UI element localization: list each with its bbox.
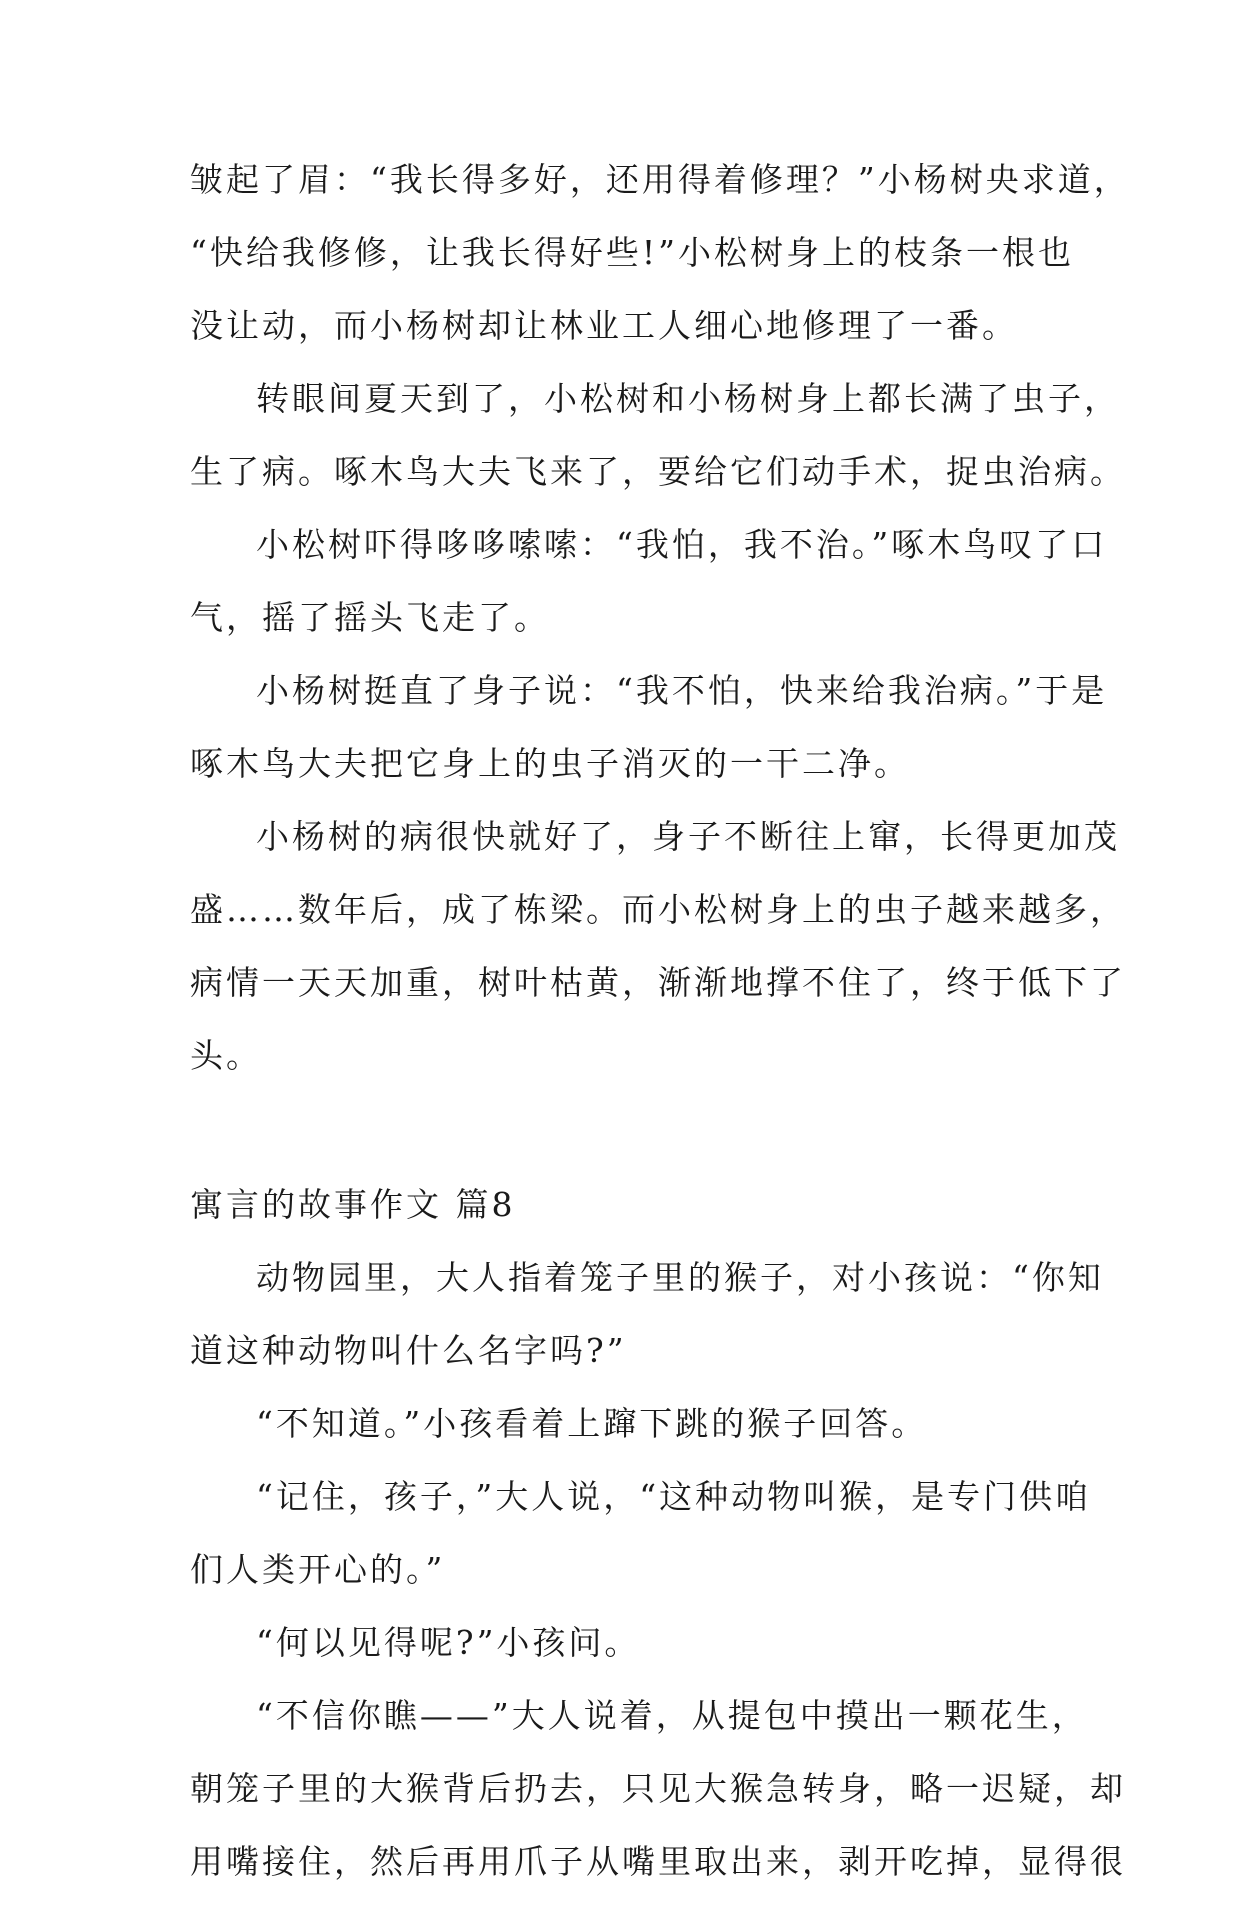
document-body xyxy=(190,160,1130,1915)
text-line: 皱起了眉：“我长得多好，还用得着修理？”小杨树央求道， xyxy=(190,160,1130,199)
paragraph-start: “何以见得呢?”小孩问。 xyxy=(256,1623,641,1662)
paragraph-start: 小杨树挺直了身子说：“我不怕，快来给我治病。”于是 xyxy=(256,671,1108,710)
text-line: “快给我修修，让我长得好些!”小松树身上的枝条一根也 xyxy=(190,233,1075,272)
section-heading: 寓言的故事作文 篇8 xyxy=(190,1185,516,1224)
paragraph-start: 小杨树的病很快就好了，身子不断往上窜，长得更加茂 xyxy=(256,817,1120,856)
paragraph-start: “不知道。”小孩看着上蹿下跳的猴子回答。 xyxy=(256,1404,928,1443)
paragraph-start: 转眼间夏天到了，小松树和小杨树身上都长满了虫子， xyxy=(256,379,1120,418)
text-line: 们人类开心的。” xyxy=(190,1550,446,1589)
text-line: 道这种动物叫什么名字吗?” xyxy=(190,1331,627,1370)
paragraph-start: 动物园里，大人指着笼子里的猴子，对小孩说：“你知 xyxy=(256,1258,1104,1297)
paragraph-start: 小松树吓得哆哆嗦嗦：“我怕，我不治。”啄木鸟叹了口 xyxy=(256,525,1108,564)
text-line: 病情一天天加重，树叶枯黄，渐渐地撑不住了，终于低下了 xyxy=(190,963,1126,1002)
text-line: 朝笼子里的大猴背后扔去，只见大猴急转身，略一迟疑，却 xyxy=(190,1769,1126,1808)
blank-line xyxy=(190,1109,1080,1182)
text-line: 啄木鸟大夫把它身上的虫子消灭的一干二净。 xyxy=(190,744,910,783)
paragraph-start: “记住，孩子，”大人说，“这种动物叫猴，是专门供咱 xyxy=(256,1477,1092,1516)
text-line: 气，摇了摇头飞走了。 xyxy=(190,598,550,637)
paragraph-start: “不信你瞧——”大人说着，从提包中摸出一颗花生， xyxy=(256,1696,1088,1735)
text-line: 生了病。啄木鸟大夫飞来了，要给它们动手术，捉虫治病。 xyxy=(190,452,1126,491)
text-line: 盛……数年后，成了栋梁。而小松树身上的虫子越来越多， xyxy=(190,890,1126,929)
text-line: 用嘴接住，然后再用爪子从嘴里取出来，剥开吃掉，显得很 xyxy=(190,1842,1126,1881)
text-line: 没让动，而小杨树却让林业工人细心地修理了一番。 xyxy=(190,306,1018,345)
text-line: 头。 xyxy=(190,1036,262,1075)
